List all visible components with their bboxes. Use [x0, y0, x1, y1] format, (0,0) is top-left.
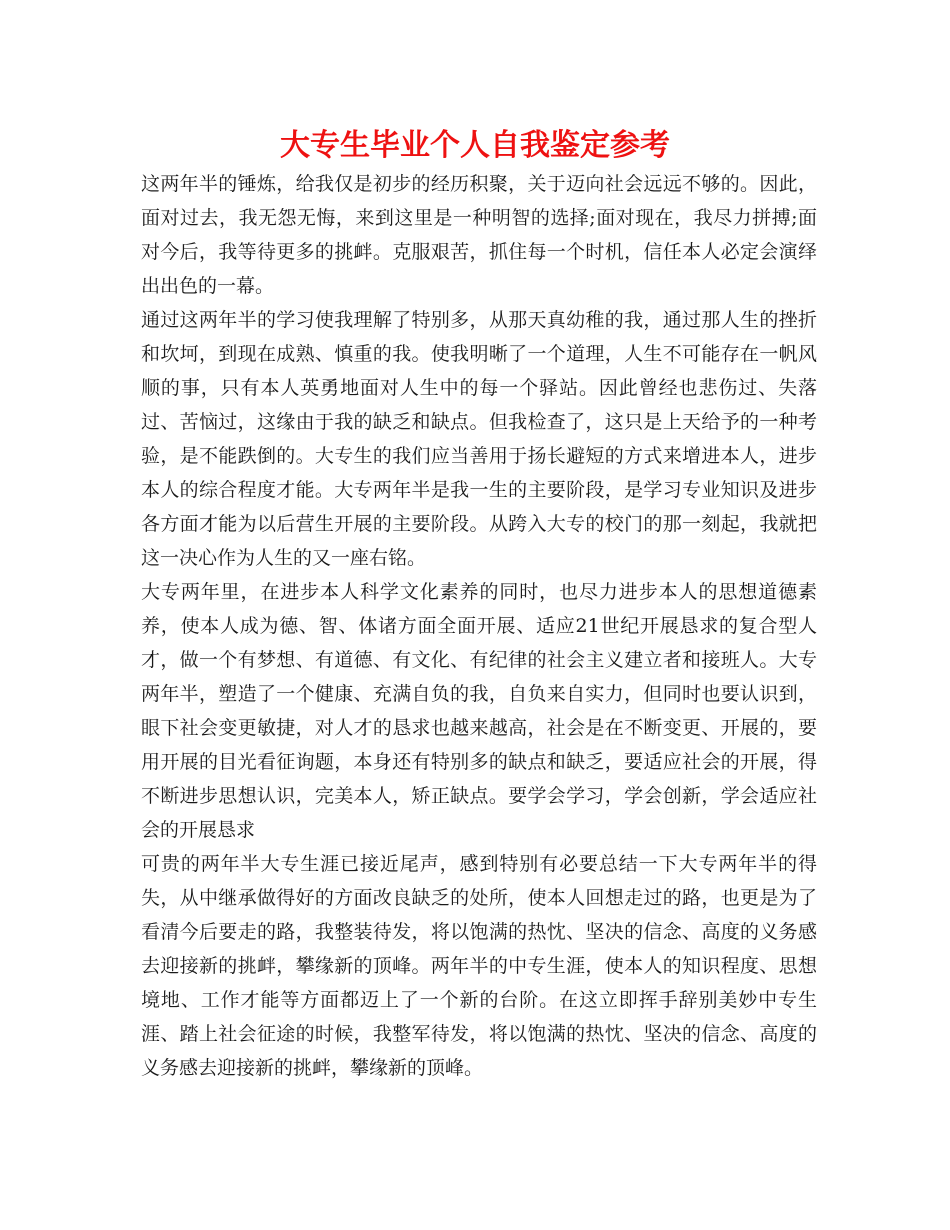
- paragraph-2: 通过这两年半的学习使我理解了特别多，从那天真幼稚的我，通过那人生的挫折和坎坷，到现在成熟、慎重的我。使我明晰了一个道理，人生不可能存在一帆风顺的事，只有本人英勇地面对人生中的每一个驿站。因此曾经也悲伤过、失落过、苦恼过，这缘由于我的缺乏和缺点。但我检查了，这只是上天给予的一种考验，是不能跌倒的。大专生的我们应当善用于扬长避短的方式来增进本人，进步本人的综合程度才能。大专两年半是我一生的主要阶段，是学习专业知识及进步各方面才能为以后营生开展的主要阶段。从跨入大专的校门的那一刻起，我就把这一决心作为人生的又一座右铭。: [141, 309, 817, 569]
- paragraph-1: 这两年半的锤炼，给我仅是初步的经历积聚，关于迈向社会远远不够的。因此，面对过去，我无怨无悔，来到这里是一种明智的选择;面对现在，我尽力拼搏;面对今后，我等待更多的挑衅。克服艰苦，抓住每一个时机，信任本人必定会演绎出出色的一幕。: [141, 173, 817, 297]
- paragraph-4: 可贵的两年半大专生涯已接近尾声，感到特别有必要总结一下大专两年半的得失，从中继承做得好的方面改良缺乏的处所，使本人回想走过的路，也更是为了看清今后要走的路，我整装待发，将以饱满的热忱、坚决的信念、高度的义务感去迎接新的挑衅，攀缘新的顶峰。两年半的中专生涯，使本人的知识程度、思想境地、工作才能等方面都迈上了一个新的台阶。在这立即挥手辞别美妙中专生涯、踏上社会征途的时候，我整军待发，将以饱满的热忱、坚决的信念、高度的义务感去迎接新的挑衅，攀缘新的顶峰。: [141, 853, 817, 1079]
- document-title: 大专生毕业个人自我鉴定参考: [280, 128, 670, 163]
- paragraph-3: 大专两年里，在进步本人科学文化素养的同时，也尽力进步本人的思想道德素养，使本人成为德、智、体诸方面全面开展、适应21世纪开展恳求的复合型人才，做一个有梦想、有道德、有文化、有纪律的社会主义建立者和接班人。大专两年半，塑造了一个健康、充满自负的我，自负来自实力，但同时也要认识到，眼下社会变更敏捷，对人才的恳求也越来越高，社会是在不断变更、开展的，要用开展的目光看征询题，本身还有特别多的缺点和缺乏，要适应社会的开展，得不断进步思想认识，完美本人，矫正缺点。要学会学习，学会创新，学会适应社会的开展恳求: [141, 581, 817, 841]
- document-body: [141, 167, 817, 1085]
